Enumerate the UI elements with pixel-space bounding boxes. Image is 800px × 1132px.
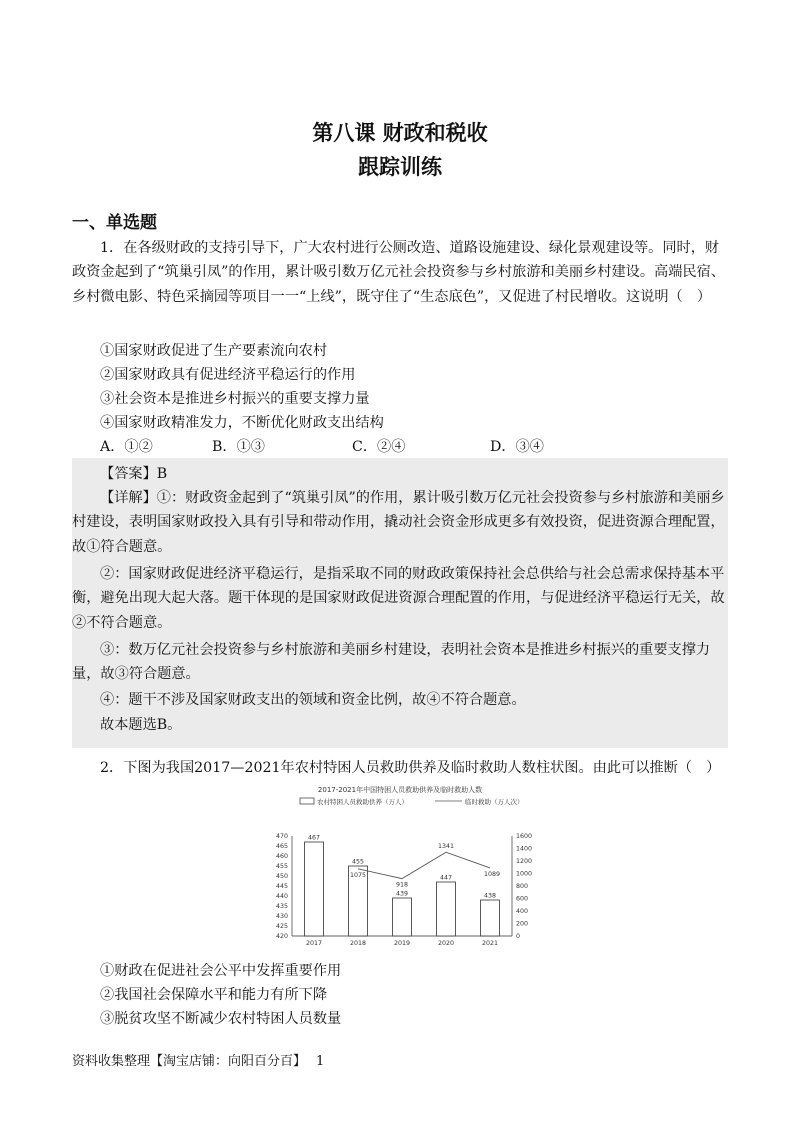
- q2-option-3: ③脱贫攻坚不断减少农村特困人员数量: [100, 1011, 342, 1027]
- answer-detail-1: 【详解】①：财政资金起到了“筑巢引凤”的作用，累计吸引数万亿元社会投资参与乡村旅游和美丽乡村建设，表明国家财政投入具有引导和带动作用，撬动社会资金形成更多有效投资，促进资源合理配置，故①符合题意。: [72, 490, 725, 555]
- page-subtitle: 跟踪训练: [358, 154, 442, 179]
- y-left-tick-label: 450: [275, 873, 288, 881]
- y-left-tick-label: 435: [275, 903, 288, 911]
- line-path: [358, 852, 490, 878]
- bar-data-label: 438: [483, 892, 497, 900]
- x-tick-label: 2017: [305, 940, 323, 947]
- y-right-tick-label: 200: [516, 920, 529, 928]
- y-right-tick-label: 0: [516, 933, 521, 941]
- answer-line: 【答案】B: [100, 466, 168, 482]
- q2-option-2: ②我国社会保障水平和能力有所下降: [100, 987, 328, 1003]
- y-right-tick-label: 400: [516, 908, 529, 916]
- bar: [437, 882, 456, 936]
- legend-bar-label: 农村特困人员救助供养（万人）: [317, 798, 408, 806]
- y-left-tick-label: 440: [275, 893, 288, 901]
- y-right-tick-label: 1400: [516, 845, 533, 853]
- q1-choices: [100, 436, 700, 458]
- page-title: 第八课 财政和税收: [312, 120, 488, 145]
- chart-title: 2017-2021年中国特困人员救助供养及临时救助人数: [317, 786, 483, 794]
- answer-detail-2: ②：国家财政促进经济平稳运行，是指采取不同的财政政策保持社会总供给与社会总需求保持基本平衡，避免出现大起大落。题干体现的是国家财政促进资源合理配置的作用，与促进经济平稳运行无关，故②不符合题意。: [72, 566, 725, 631]
- q2-stem: 2．下图为我国2017—2021年农村特困人员救助供养及临时救助人数柱状图。由此可以推断（ ）: [100, 760, 721, 776]
- bar-data-label: 467: [307, 834, 321, 842]
- y-left-tick-label: 430: [275, 913, 288, 921]
- line-data-label: 918: [395, 881, 409, 889]
- q1-option-2: ②国家财政具有促进经济平稳运行的作用: [100, 367, 356, 383]
- choice-d: D．③④: [490, 439, 544, 455]
- line-data-label: 1075: [349, 871, 367, 879]
- q1-option-3: ③社会资本是推进乡村振兴的重要支撑力量: [100, 391, 370, 407]
- y-left-tick-label: 470: [275, 833, 288, 841]
- q2-option-1: ①财政在促进社会公平中发挥重要作用: [100, 963, 342, 979]
- answer-box: [72, 458, 728, 748]
- y-left-tick-label: 425: [275, 923, 288, 931]
- answer-conclusion: 故本题选B。: [100, 717, 182, 733]
- y-right-tick-label: 1200: [516, 858, 533, 866]
- section-title: 一、单选题: [72, 213, 157, 233]
- answer-detail-4: ④：题干不涉及国家财政支出的领域和资金比例，故④不符合题意。: [100, 692, 526, 708]
- page-number: 1: [316, 1054, 325, 1069]
- y-right-tick-label: 1600: [516, 833, 533, 841]
- x-tick-label: 2020: [437, 940, 455, 947]
- q1-option-4: ④国家财政精准发力，不断优化财政支出结构: [100, 415, 384, 431]
- y-right-tick-label: 1000: [516, 870, 533, 878]
- bar-data-label: 455: [351, 858, 365, 866]
- chart-legend: [300, 797, 524, 806]
- choice-c: C．②④: [352, 439, 406, 455]
- line-data-label: 1341: [437, 843, 455, 851]
- choice-b: B．①③: [212, 439, 265, 455]
- y-left-tick-label: 420: [275, 933, 288, 941]
- bar: [305, 842, 324, 936]
- chart-line-series: [350, 843, 500, 888]
- choice-a: A．①②: [100, 439, 153, 455]
- bar: [393, 898, 412, 936]
- y-left-tick-label: 460: [275, 853, 288, 861]
- y-right-tick-label: 800: [516, 883, 529, 891]
- x-tick-label: 2019: [393, 940, 411, 947]
- y-left-tick-label: 455: [275, 863, 288, 871]
- answer-detail-3: ③：数万亿元社会投资参与乡村旅游和美丽乡村建设，表明社会资本是推进乡村振兴的重要支撑力量，故③符合题意。: [72, 642, 711, 683]
- y-left-tick-label: 445: [275, 883, 288, 891]
- x-tick-label: 2021: [481, 940, 499, 947]
- legend-line-label: 临时救助（万人次）: [465, 798, 524, 806]
- chart: [240, 782, 560, 954]
- line-data-label: 1089: [483, 870, 501, 878]
- page-footer: [72, 1050, 324, 1069]
- bar-data-label: 439: [395, 890, 409, 898]
- footer-text: 资料收集整理【淘宝店铺：向阳百分百】: [72, 1054, 307, 1069]
- bar: [481, 900, 500, 936]
- y-right-tick-label: 600: [516, 895, 529, 903]
- x-tick-label: 2018: [349, 940, 367, 947]
- legend-bar-swatch: [300, 798, 314, 804]
- bar-data-label: 447: [439, 874, 453, 882]
- q1-stem: 1．在各级财政的支持引导下，广大农村进行公厕改造、道路设施建设、绿化景观建设等。同时，财政资金起到了“筑巢引凤”的作用，累计吸引数万亿元社会投资参与乡村旅游和美丽乡村建设。高端民宿、乡村微电影、特色采摘园等项目一一“上线”，既守住了“生态底色”，又促进了村民增收。这说明（ ）: [72, 240, 725, 305]
- q1-option-1: ①国家财政促进了生产要素流向农村: [100, 343, 328, 359]
- y-left-tick-label: 465: [275, 843, 288, 851]
